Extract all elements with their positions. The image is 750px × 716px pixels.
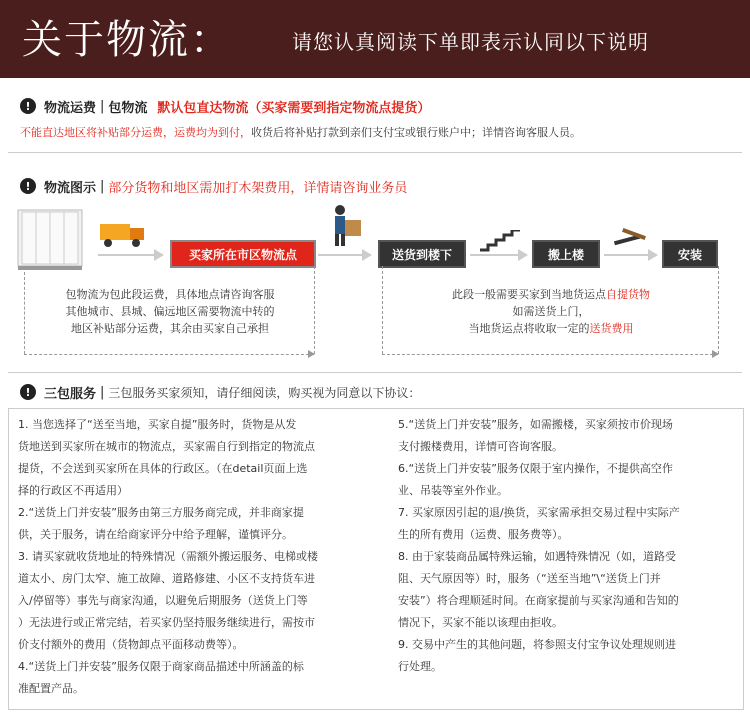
term-line: 业、吊装等室外作业。	[398, 484, 508, 497]
right-note-line: 如需送货上门，	[512, 305, 590, 318]
section-service-heading	[20, 382, 420, 402]
term-line: 行处理。	[398, 660, 442, 673]
bracket-line	[24, 272, 25, 354]
term-line: 4.“送货上门并安装”服务仅限于商家商品描述中所涵盖的标	[18, 660, 304, 673]
term-line: 准配置产品。	[18, 682, 84, 695]
term-line: 货地送到买家所在城市的物流点，买家需自行到指定的物流点	[18, 440, 315, 453]
flow-box-logistics-point: 买家所在市区物流点	[170, 240, 316, 268]
term-line: 道太小、房门太窄、施工故障、道路修建、小区不支持货车进	[18, 572, 315, 585]
term-line: 2.“送货上门并安装”服务由第三方服务商完成，并非商家提	[18, 506, 304, 519]
term-line: 6.“送货上门并安装”服务仅限于室内操作，不提供高空作	[398, 462, 673, 475]
right-note-red: 送货费用	[589, 322, 634, 335]
term-line: 供，关于服务，请在给商家评分中给予理解，谨慎评分。	[18, 528, 293, 541]
term-line: 提货，不会送到买家所在具体的行政区。（在detail页面上选	[18, 462, 308, 475]
section-flow-heading	[20, 176, 407, 196]
shipping-highlight: 默认包直达物流（买家需要到指定物流点提货）	[157, 100, 431, 116]
porter-icon	[326, 204, 366, 248]
shipping-note-rest: 收货后将补贴打款到亲们支付宝或银行账户中；详情咨询客服人员。	[251, 126, 581, 139]
wardrobe-image	[14, 204, 88, 272]
flow-box-deliver-downstairs: 送货到楼下	[378, 240, 466, 268]
right-flow-note	[396, 286, 706, 337]
section-shipping-fee-heading	[20, 96, 430, 116]
exclamation-icon: !	[20, 98, 36, 114]
right-note-text: 此段一般需要买家到当地货运点	[452, 288, 606, 301]
term-line: 3. 请买家就收货地址的特殊情况（需额外搬运服务、电梯或楼	[18, 550, 318, 563]
left-note-line: 其他城市、县城、偏远地区需要物流中转的	[65, 305, 275, 318]
service-subtitle: 三包服务买家须知，请仔细阅读，购买视为同意以下协议：	[108, 385, 421, 400]
header-subtitle: 请您认真阅读下单即表示认同以下说明	[292, 30, 649, 54]
term-line: 阻、天气原因等）时，服务（“送至当地”\“送货上门并	[398, 572, 661, 585]
shipping-note	[20, 124, 581, 140]
term-line: 9. 交易中产生的其他问题，将参照支付宝争议处理规则进	[398, 638, 676, 651]
right-note-line	[396, 286, 706, 303]
flow-arrow	[98, 254, 162, 256]
right-note-red: 自提货物	[606, 288, 650, 301]
term-line: ）无法进行或正常完结，若买家仍坚持服务继续进行，需按市	[18, 616, 315, 629]
term-line: 7. 买家原因引起的退/换货，买家需承担交易过程中实际产	[398, 506, 680, 519]
separator: |	[100, 178, 105, 194]
flow-highlight: 部分货物和地区需加打木架费用，详情请咨询业务员	[108, 180, 408, 196]
bracket-line	[314, 266, 315, 354]
service-title: 三包服务	[44, 386, 97, 402]
stairs-icon	[480, 230, 520, 252]
left-note-line: 地区补贴部分运费，其余由买家自己承担	[71, 322, 269, 335]
exclamation-icon: !	[20, 384, 36, 400]
term-line: 价支付额外的费用（货物卸点平面移动费等）。	[18, 638, 244, 651]
right-note-text: 当地货运点将收取一定的	[468, 322, 590, 335]
bracket-line	[382, 354, 718, 355]
separator: |	[100, 384, 105, 400]
term-line: 支付搬楼费用，详情可咨询客服。	[398, 440, 563, 453]
header-title: 关于物流：	[22, 17, 232, 63]
term-line: 1. 当您选择了“送至当地，买家自提”服务时，货物是从发	[18, 418, 297, 431]
tools-icon	[612, 226, 652, 248]
flow-arrow	[470, 254, 526, 256]
header-notch	[375, 62, 403, 78]
term-line: 情况下，买家不能以该理由拒收。	[398, 616, 563, 629]
term-line: 8. 由于家装商品属特殊运输，如遇特殊情况（如，道路受	[398, 550, 676, 563]
flow-box-install: 安装	[662, 240, 718, 268]
service-terms-right	[398, 414, 738, 678]
left-flow-note	[38, 286, 302, 337]
flow-arrow	[604, 254, 656, 256]
bracket-arrow	[712, 350, 719, 358]
term-line: 入/停留等）事先与商家沟通，以避免后期服务（送货上门等	[18, 594, 308, 607]
bracket-line	[718, 266, 719, 354]
shipping-note-red: 不能直达地区将补贴部分运费，运费均为到付，	[20, 126, 251, 139]
flow-arrow	[318, 254, 370, 256]
right-note-line	[396, 320, 706, 337]
exclamation-icon: !	[20, 178, 36, 194]
service-terms-left	[18, 414, 388, 700]
term-line: 生的所有费用（运费、服务费等）。	[398, 528, 569, 541]
left-note-line: 包物流为包此段运费，具体地点请咨询客服	[65, 288, 275, 301]
shipping-fee-title: 物流运费	[44, 100, 97, 116]
divider	[8, 152, 742, 153]
separator: |	[100, 98, 105, 114]
divider	[8, 372, 742, 373]
flow-title: 物流图示	[44, 180, 97, 196]
bracket-line	[382, 266, 383, 354]
package-logistics-title: 包物流	[108, 100, 148, 116]
bracket-arrow	[308, 350, 315, 358]
bracket-line	[24, 354, 314, 355]
term-line: 择的行政区不再适用）	[18, 484, 128, 497]
term-line: 5.“送货上门并安装”服务，如需搬楼，买家须按市价现场	[398, 418, 673, 431]
flow-box-carry-upstairs: 搬上楼	[532, 240, 600, 268]
term-line: 安装”）将合理顺延时间。在商家提前与买家沟通和告知的	[398, 594, 679, 607]
truck-icon	[100, 222, 146, 248]
